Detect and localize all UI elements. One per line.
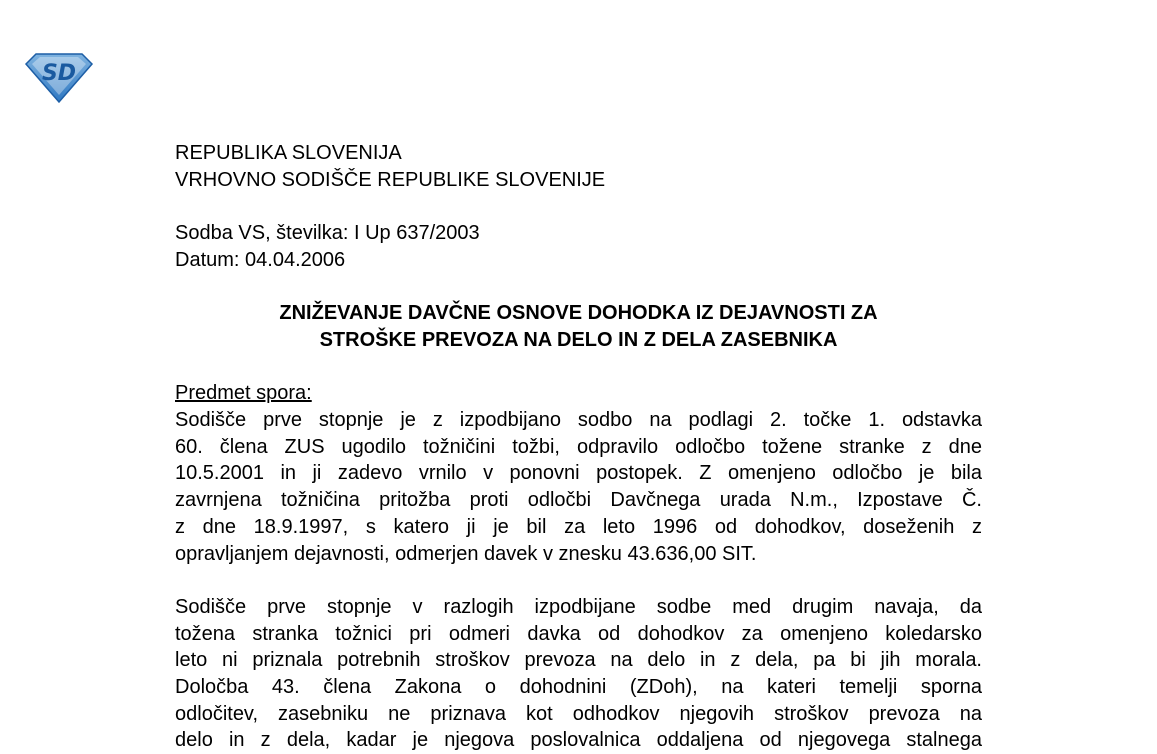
paragraph-line: Določba 43. člena Zakona o dohodnini (ZDoh), na kateri temelji sporna: [175, 676, 982, 698]
case-number: Sodba VS, številka: I Up 637/2003: [175, 222, 480, 245]
logo-lettering: SD: [41, 61, 77, 86]
paragraph-line: leto ni priznala potrebnih stroškov prevoza na delo in z dela, pa bi jih morala.: [175, 649, 982, 672]
paragraph-line: Sodišče prve stopnje je z izpodbijano sodbo na podlagi 2. točke 1. odstavka: [175, 408, 982, 431]
paragraph-line: z dne 18.9.1997, s katero ji je bil za leto 1996 od dohodkov, doseženih z: [175, 515, 982, 538]
paragraph-line: delo in z dela, kadar je njegova poslovalnica oddaljena od njegovega stalnega: [175, 729, 982, 752]
paragraph-2: [175, 594, 982, 754]
document-title-line-2: STROŠKE PREVOZA NA DELO IN Z DELA ZASEBNIKA: [319, 328, 838, 351]
court-logo: [22, 48, 96, 104]
paragraph-line: 60. člena ZUS ugodilo tožničini tožbi, odpravilo odločbo tožene stranke z dne: [175, 435, 982, 458]
paragraph-line: opravljanjem dejavnosti, odmerjen davek v znesku 43.636,00 SIT.: [175, 542, 757, 565]
court-name: VRHOVNO SODIŠČE REPUBLIKE SLOVENIJE: [175, 168, 606, 191]
paragraph-1: [175, 407, 982, 567]
document-title-line-1: ZNIŽEVANJE DAVČNE OSNOVE DOHODKA IZ DEJAVNOSTI ZA: [279, 302, 878, 325]
paragraph-line: 10.5.2001 in ji zadevo vrnilo v ponovni postopek. Z omenjeno odločbo je bila: [175, 462, 982, 485]
section-heading: Predmet spora:: [175, 382, 312, 405]
document-page: [175, 140, 982, 754]
decision-date: Datum: 04.04.2006: [175, 248, 346, 271]
republic-name: REPUBLIKA SLOVENIJA: [175, 142, 402, 164]
paragraph-line: tožena stranka tožnici pri odmeri davka od dohodkov za omenjeno koledarsko: [175, 622, 982, 645]
paragraph-line: Sodišče prve stopnje v razlogih izpodbijane sodbe med drugim navaja, da: [175, 595, 982, 618]
paragraph-line: zavrnjena tožničina pritožba proti odločbi Davčnega urada N.m., Izpostave Č.: [175, 489, 982, 512]
paragraph-line: odločitev, zasebniku ne priznava kot odhodkov njegovih stroškov prevoza na: [175, 702, 982, 725]
